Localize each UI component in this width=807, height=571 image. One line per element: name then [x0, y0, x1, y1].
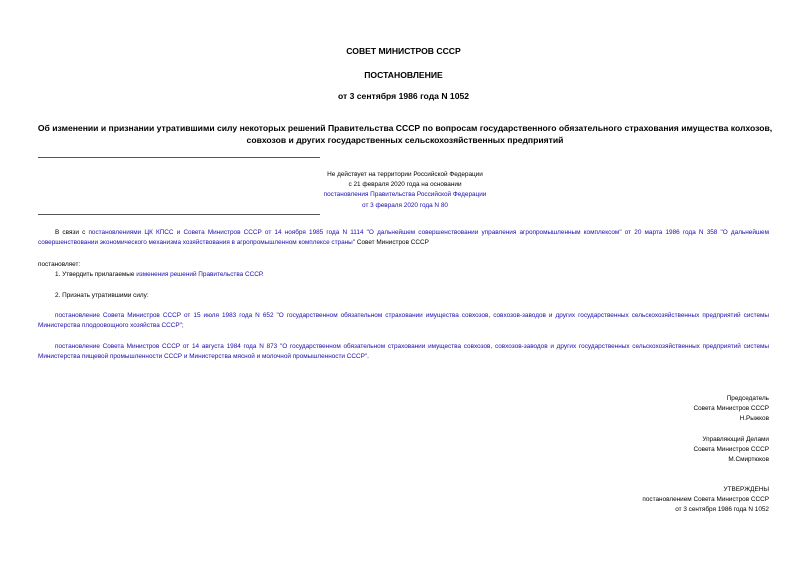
date-number-heading: от 3 сентября 1986 года N 1052	[337, 91, 470, 101]
signature-manager	[693, 435, 769, 466]
signature-manager-role2: Совета Министров СССР	[693, 446, 769, 454]
top-divider	[38, 157, 320, 158]
decree-word: постановляет:	[38, 261, 81, 268]
document-title: Об изменении и признании утратившими силу некоторых решений Правительства СССР по вопросам государственного обязательного страхования имущества колхозов, совхозов и других государственных сельскохозяйственных предприятий	[37, 123, 773, 145]
approved-block	[642, 485, 769, 516]
repeal-1-link[interactable]: постановление Совета Министров СССР от 15 июля 1983 года N 652 "О государственном обязательном страховании имущества совхозов, совхозов-заводов и других государственных сельскохозяйственных предприятий системы Министерства плодоовощного хозяйства СССР";	[38, 312, 769, 330]
signature-chairman	[693, 394, 769, 425]
repeal-2-suffix: .	[367, 353, 369, 361]
preamble-paragraph	[38, 228, 769, 248]
status-note	[260, 170, 550, 211]
signature-chairman-role1: Председатель	[726, 395, 769, 402]
signature-manager-role1: Управляющий Делами	[702, 436, 769, 443]
signature-chairman-name: Н.Рыжков	[739, 415, 769, 423]
org-heading: СОВЕТ МИНИСТРОВ СССР	[346, 46, 461, 56]
approved-line2: постановлением Совета Министров СССР	[642, 496, 769, 504]
signature-chairman-role2: Совета Министров СССР	[693, 405, 769, 413]
status-note-line1: Не действует на территории Российской Федерации	[327, 171, 483, 178]
status-note-line2: с 21 февраля 2020 года на основании	[348, 181, 462, 189]
preamble-link[interactable]: постановлениями ЦК КПСС и Совета Министров СССР от 14 ноября 1985 года N 1114 "О дальнейшем совершенствовании управления агропромышленным комплексом" от 20 марта 1986 года N 358 "О дальнейшем совершенствовании экономического механизма хозяйствования в агропромышленном комплексе страны"	[38, 229, 770, 247]
repeal-2	[38, 342, 769, 362]
item-1-suffix: .	[261, 271, 264, 278]
item-1	[38, 270, 769, 280]
item-1-link[interactable]: изменения решений Правительства СССР	[136, 271, 262, 278]
status-note-link2[interactable]: от 3 февраля 2020 года N 80	[362, 201, 448, 209]
repeal-2-link[interactable]: постановление Совета Министров СССР от 14 августа 1984 года N 873 "О государственном обязательном страховании имущества совхозов, совхозов-заводов и других государственных сельскохозяйственных предприятий системы Министерства пищевой промышленности СССР и Министерства мясной и молочной промышленности СССР"	[38, 343, 769, 361]
signature-manager-name: М.Смиртюков	[728, 456, 769, 464]
doc-type-heading: ПОСТАНОВЛЕНИЕ	[364, 70, 443, 80]
approved-line1: УТВЕРЖДЕНЫ	[723, 486, 769, 493]
item-2: 2. Признать утратившими силу:	[55, 292, 149, 299]
approved-line3: от 3 сентября 1986 года N 1052	[675, 506, 769, 514]
item-1-prefix: 1. Утвердить прилагаемые	[55, 271, 137, 278]
preamble-prefix: В связи с	[55, 229, 89, 236]
bottom-divider	[38, 214, 320, 215]
preamble-suffix: Совет Министров СССР	[355, 239, 429, 247]
status-note-link1[interactable]: постановления Правительства Российской Федерации	[323, 191, 487, 199]
